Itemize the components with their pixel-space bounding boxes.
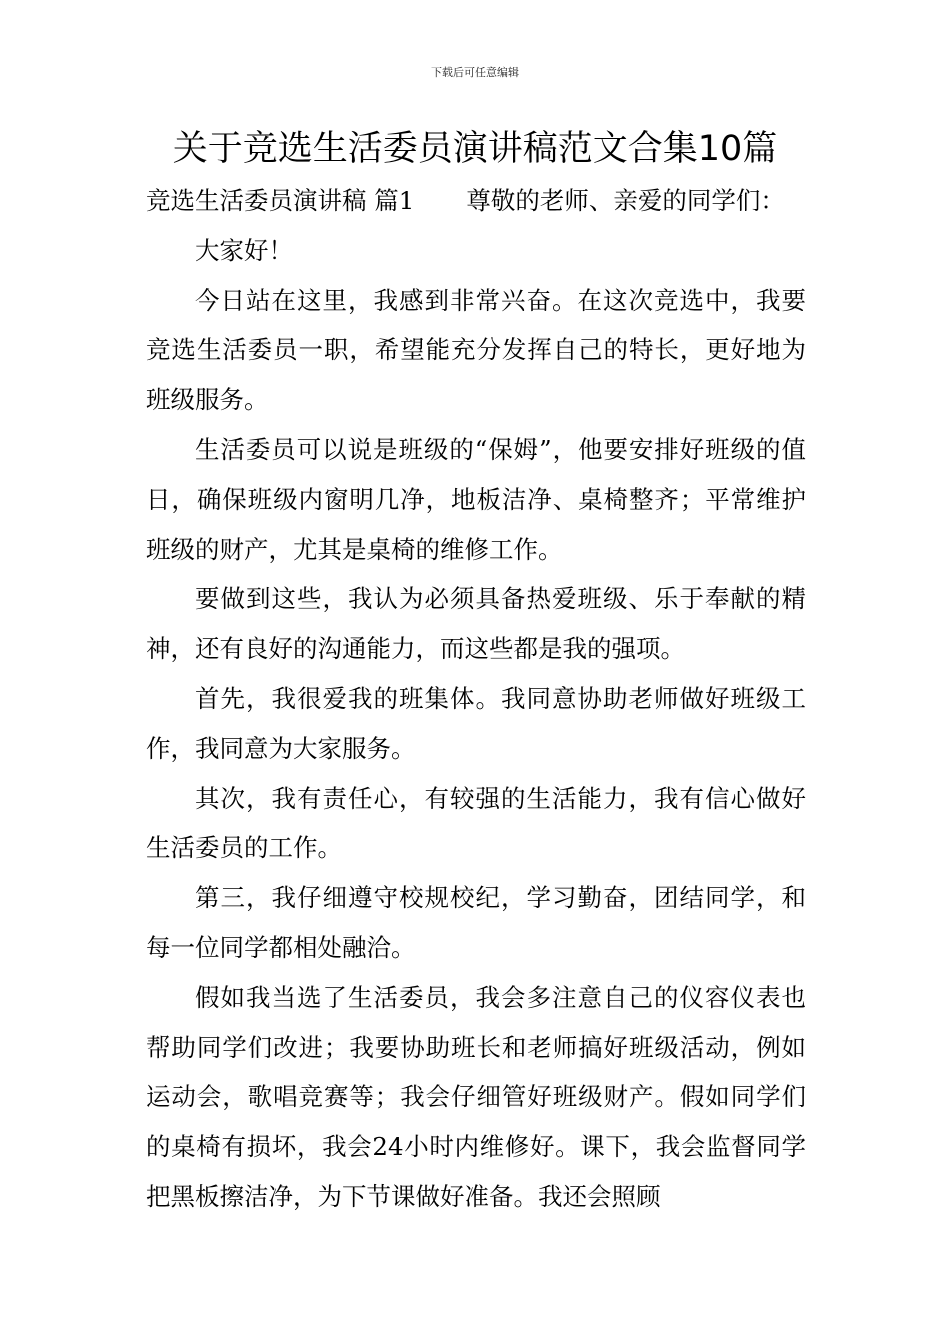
paragraph: 第三，我仔细遵守校规校纪，学习勤奋，团结同学，和每一位同学都相处融洽。 bbox=[146, 883, 806, 962]
paragraph-greeting: 大家好！ bbox=[195, 235, 293, 265]
header-note: 下载后可任意编辑 bbox=[431, 66, 519, 79]
paragraph: 首先，我很爱我的班集体。我同意协助老师做好班级工作，我同意为大家服务。 bbox=[146, 683, 806, 763]
paragraph: 今日站在这里，我感到非常兴奋。在这次竞选中，我要竞选生活委员一职，希望能充分发挥自己的特长，更好地为班级服务。 bbox=[146, 285, 806, 415]
document-body bbox=[146, 176, 806, 1222]
paragraph: 生活委员可以说是班级的“保姆”，他要安排好班级的值日，确保班级内窗明几净，地板洁净、桌椅整齐；平常维护班级的财产，尤其是桌椅的维修工作。 bbox=[146, 434, 806, 564]
paragraph: 假如我当选了生活委员，我会多注意自己的仪容仪表也帮助同学们改进；我要协助班长和老师搞好班级活动，例如运动会，歌唱竞赛等；我会仔细管好班级财产。假如同学们的桌椅有损坏，我会24小时内维修好。课下，我会监督同学把黑板擦洁净，为下节课做好准备。我还会照顾 bbox=[146, 982, 806, 1211]
document-title: 关于竞选生活委员演讲稿范文合集10篇 bbox=[172, 129, 778, 169]
paragraph: 要做到这些，我认为必须具备热爱班级、乐于奉献的精神，还有良好的沟通能力，而这些都是我的强项。 bbox=[146, 584, 806, 664]
salutation: 尊敬的老师、亲爱的同学们： bbox=[466, 186, 785, 215]
section-heading-line bbox=[146, 176, 806, 226]
section-label: 竞选生活委员演讲稿 篇1 bbox=[146, 186, 415, 215]
paragraph: 其次，我有责任心，有较强的生活能力，我有信心做好生活委员的工作。 bbox=[146, 783, 806, 863]
